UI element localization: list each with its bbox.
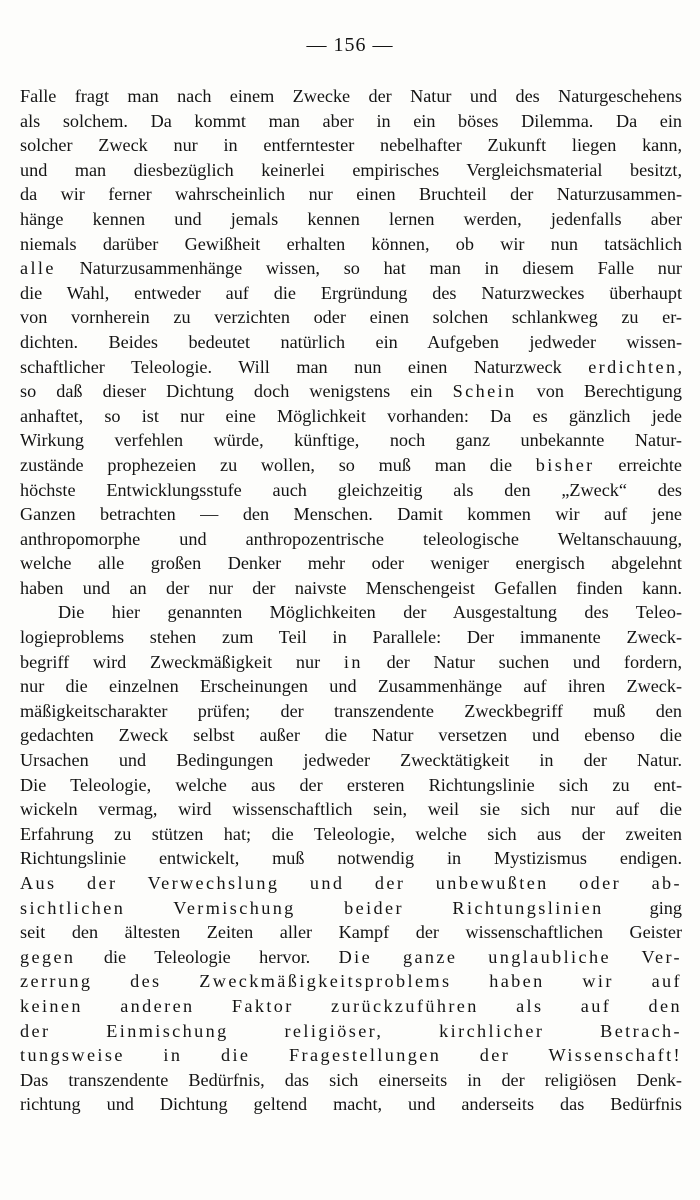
text-segment: seit den ältesten Zeiten aller Kampf der wissenschaftlichen Geister xyxy=(20,922,682,943)
text-line xyxy=(20,748,682,773)
text-line xyxy=(20,1092,682,1117)
text-line xyxy=(20,232,682,257)
text-line xyxy=(20,133,682,158)
text-segment: Erfahrung zu stützen hat; die Teleologie, welche sich aus der zweiten xyxy=(20,823,682,844)
text-segment: haben und an der nur der naivste Menschengeist Gefallen finden kann. xyxy=(20,577,682,598)
text-segment: solcher Zweck nur in entferntester nebelhafter Zukunft liegen kann, xyxy=(20,135,682,156)
text-line xyxy=(20,158,682,183)
text-line xyxy=(20,994,682,1019)
spaced-emphasis: tungsweise in die Fragestellungen der Wissenschaft! xyxy=(20,1045,682,1066)
spaced-emphasis: erdichten xyxy=(588,356,678,377)
spaced-emphasis: Die ganze unglaubliche Ver- xyxy=(338,946,682,967)
text-segment: da wir ferner wahrscheinlich nur einen Bruchteil der Naturzusammen- xyxy=(20,184,682,205)
text-line xyxy=(20,478,682,503)
paragraph xyxy=(20,600,682,1116)
text-line xyxy=(20,355,682,380)
text-line xyxy=(20,773,682,798)
text-line xyxy=(20,182,682,207)
text-line xyxy=(20,1043,682,1068)
paragraph xyxy=(20,84,682,600)
spaced-emphasis: in xyxy=(343,651,363,672)
text-line xyxy=(20,896,682,921)
text-segment: der Natur suchen und fordern, xyxy=(362,651,682,672)
text-line xyxy=(20,453,682,478)
text-line xyxy=(20,797,682,822)
text-segment: die Wahl, entweder auf die Ergründung des Naturzweckes überhaupt xyxy=(20,282,682,303)
text-line xyxy=(20,404,682,429)
text-line xyxy=(20,920,682,945)
text-segment: und man diesbezüglich keinerlei empirisches Vergleichsmaterial besitzt, xyxy=(20,159,682,180)
text-segment: niemals darüber Gewißheit erhalten können, ob wir nun tatsächlich xyxy=(20,233,682,254)
text-line xyxy=(20,846,682,871)
text-segment: schaftlicher Teleologie. Will man nun einen Naturzweck xyxy=(20,356,589,377)
spaced-emphasis: keinen anderen Faktor zurückzuführen als auf den xyxy=(20,995,682,1016)
text-segment: gedachten Zweck selbst außer die Natur versetzen und ebenso die xyxy=(20,725,682,746)
text-line xyxy=(20,600,682,625)
text-segment: Naturzusammenhänge wissen, so hat man in diesem Falle nur xyxy=(55,258,682,279)
text-segment: Das transzendente Bedürfnis, das sich einerseits in der religiösen Denk- xyxy=(20,1069,682,1090)
text-segment: Die Teleologie, welche aus der ersteren Richtungslinie sich zu ent- xyxy=(20,774,682,795)
text-line xyxy=(20,281,682,306)
text-line xyxy=(20,822,682,847)
text-segment: als solchem. Da kommt man aber in ein böses Dilemma. Da ein xyxy=(20,110,682,131)
text-segment: begriff wird Zweckmäßigkeit nur xyxy=(20,651,344,672)
text-line xyxy=(20,1019,682,1044)
text-segment: Ursachen und Bedingungen jedweder Zwecktätigkeit in der Natur. xyxy=(20,750,682,771)
text-segment: anthropomorphe und anthropozentrische teleologische Weltanschauung, xyxy=(20,528,682,549)
text-line xyxy=(20,428,682,453)
text-segment: Die hier genannten Möglichkeiten der Ausgestaltung des Teleo- xyxy=(58,602,682,623)
text-segment: höchste Entwicklungsstufe auch gleichzeitig als den „Zweck“ des xyxy=(20,479,682,500)
text-line xyxy=(20,625,682,650)
text-line xyxy=(20,650,682,675)
text-segment: nur die einzelnen Erscheinungen und Zusammenhänge auf ihren Zweck- xyxy=(20,676,682,697)
text-segment: Richtungslinie entwickelt, muß notwendig in Mystizismus endigen. xyxy=(20,848,682,869)
text-line xyxy=(20,502,682,527)
text-segment: wickeln vermag, wird wissenschaftlich sein, weil sie sich nur auf die xyxy=(20,799,682,820)
spaced-emphasis: sichtlichen Vermischung beider Richtungslinien xyxy=(20,897,604,918)
spaced-emphasis: bisher xyxy=(535,454,595,475)
page-body xyxy=(20,84,682,1117)
text-line xyxy=(20,871,682,896)
text-segment: mäßigkeitscharakter prüfen; der transzendente Zweckbegriff muß den xyxy=(20,700,682,721)
text-line xyxy=(20,969,682,994)
text-line xyxy=(20,256,682,281)
text-segment: dichten. Beides bedeutet natürlich ein Aufgeben jedweder wissen- xyxy=(20,331,682,352)
text-segment: die Teleologie hervor. xyxy=(75,946,339,967)
text-line xyxy=(20,109,682,134)
text-segment: erreichte xyxy=(594,454,682,475)
text-segment: von vornherein zu verzichten oder einen solchen schlankweg zu er- xyxy=(20,307,682,328)
text-line xyxy=(20,527,682,552)
spaced-emphasis: alle xyxy=(20,258,56,279)
text-segment: so daß dieser Dichtung doch wenigstens ein xyxy=(20,381,453,402)
spaced-emphasis: Schein xyxy=(452,381,517,402)
text-line xyxy=(20,379,682,404)
spaced-emphasis: der Einmischung religiöser, kirchlicher Betrach- xyxy=(20,1020,682,1041)
text-segment: richtung und Dichtung geltend macht, und anderseits das Bedürfnis xyxy=(20,1094,682,1115)
spaced-emphasis: gegen xyxy=(20,946,76,967)
text-line xyxy=(20,84,682,109)
text-line xyxy=(20,305,682,330)
text-line xyxy=(20,723,682,748)
text-line xyxy=(20,330,682,355)
text-line xyxy=(20,551,682,576)
text-segment: Wirkung verfehlen würde, künftige, noch ganz unbekannte Natur- xyxy=(20,430,682,451)
text-segment: welche alle großen Denker mehr oder weniger energisch abgelehnt xyxy=(20,553,682,574)
text-line xyxy=(20,699,682,724)
text-segment: zustände prophezeien zu wollen, so muß man die xyxy=(20,454,536,475)
page-number: — 156 — xyxy=(306,34,394,56)
text-segment: von Berechtigung xyxy=(516,381,682,402)
text-line xyxy=(20,576,682,601)
text-line xyxy=(20,1068,682,1093)
text-segment: logieproblems stehen zum Teil in Parallele: Der immanente Zweck- xyxy=(20,627,682,648)
text-segment: Falle fragt man nach einem Zwecke der Natur und des Naturgeschehens xyxy=(20,86,682,106)
spaced-emphasis: zerrung des Zweckmäßigkeitsproblems haben wir auf xyxy=(20,971,682,992)
text-line xyxy=(20,674,682,699)
spaced-emphasis: Aus der Verwechslung und der unbewußten oder ab- xyxy=(20,873,682,893)
text-line xyxy=(20,207,682,232)
text-line xyxy=(20,945,682,970)
text-segment: hänge kennen und jemals kennen lernen werden, jedenfalls aber xyxy=(20,208,682,229)
text-segment: anhaftet, so ist nur eine Möglichkeit vorhanden: Da es gänzlich jede xyxy=(20,405,682,426)
text-segment: , xyxy=(677,356,682,377)
text-segment: Ganzen betrachten — den Menschen. Damit kommen wir auf jene xyxy=(20,504,682,525)
text-segment: ging xyxy=(603,897,682,918)
